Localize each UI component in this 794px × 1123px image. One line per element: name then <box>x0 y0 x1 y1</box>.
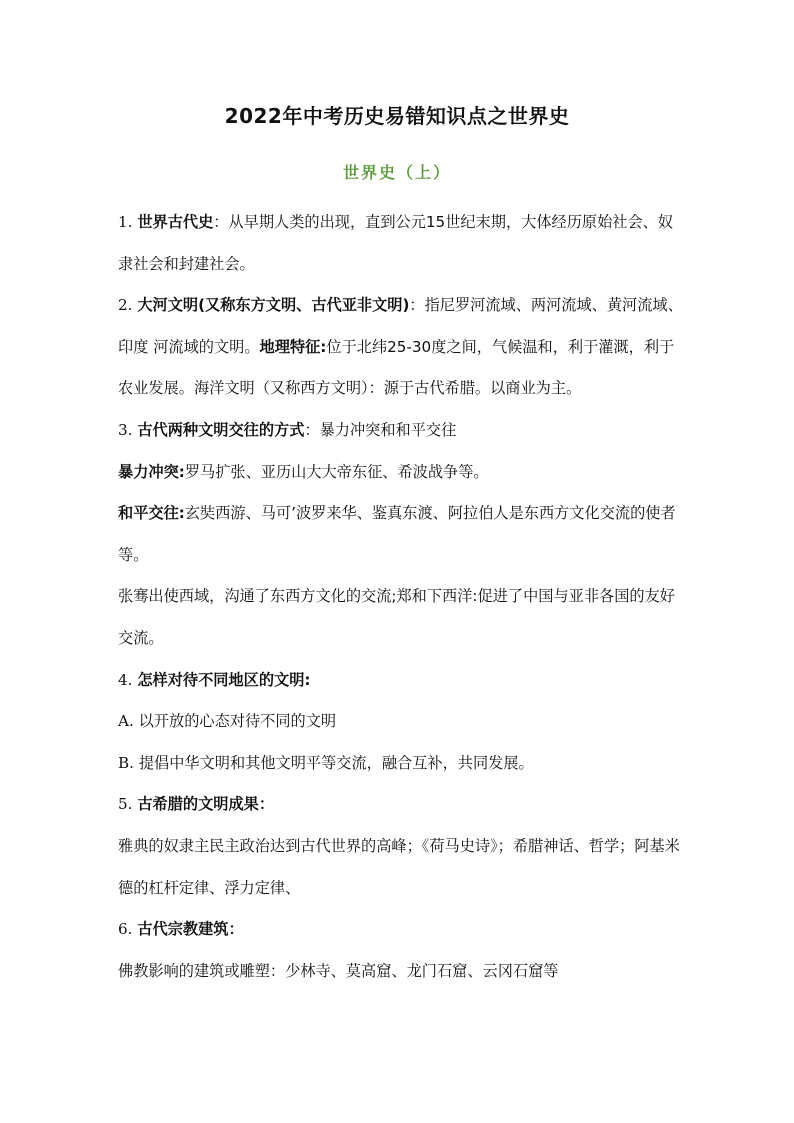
greek-achievements-text: 雅典的奴隶主民主政治达到古代世界的高峰；《荷马史诗》；希腊神话、哲学；阿基米德的杠杆定律、浮力定律、 <box>118 836 680 897</box>
item-heading: 古希腊的文明成果： <box>137 795 275 814</box>
item-3 <box>118 410 683 452</box>
geography-text: 位于北纬25-30度之间，气候温和，利于灌溉，利于农业发展。海洋文明（又称西方文明）：源于古代希腊。以商业为主。 <box>118 337 675 398</box>
option-a <box>118 701 683 743</box>
item-text: ：指尼罗河流域、两河流域、黄河流域、印度 河流域的文明。 <box>118 296 683 356</box>
item-heading: 怎样对待不同地区的文明: <box>137 670 311 689</box>
option-text: 提倡中华文明和其他文明平等交流，融合互补，共同发展。 <box>138 753 534 772</box>
item-2 <box>118 285 683 410</box>
item-number: 3. <box>118 420 133 439</box>
item-heading: 古代两种文明交往的方式 <box>137 420 305 439</box>
option-text: 以开放的心态对待不同的文明 <box>138 712 337 731</box>
violence-paragraph <box>118 452 683 494</box>
item-number: 1. <box>118 213 133 231</box>
option-b <box>118 743 683 785</box>
item-4 <box>118 660 683 702</box>
exchange-paragraph: 张骞出使西域，沟通了东西方文化的交流;郑和下西洋:促进了中国与亚非各国的友好交流。 <box>118 587 675 647</box>
item-number: 2. <box>118 296 133 315</box>
document-body <box>118 202 683 992</box>
peace-text: 玄奘西游、马可’波罗来华、鉴真东渡、阿拉伯人是东西方文化交流的使者等。 <box>118 504 676 564</box>
item-number: 6. <box>118 920 133 939</box>
option-label: A. <box>118 712 134 731</box>
violence-heading: 暴力冲突: <box>118 462 185 481</box>
item-1 <box>118 202 683 285</box>
document-title: 2022年中考历史易错知识点之世界史 <box>224 104 570 128</box>
item-text: ：从早期人类的出现，直到公元15世纪末期，大体经历原始社会、奴隶社会和封建社会。 <box>118 213 674 273</box>
item-5 <box>118 784 683 826</box>
peace-paragraph <box>118 493 683 576</box>
item-6 <box>118 909 683 951</box>
item-number: 4. <box>118 670 133 689</box>
item-heading: 世界古代史 <box>137 213 214 231</box>
section-subtitle: 世界史（上） <box>342 163 451 182</box>
geography-heading: 地理特征: <box>259 337 327 356</box>
religious-architecture-text: 佛教影响的建筑或雕塑：少林寺、莫高窟、龙门石窟、云冈石窟等 <box>118 961 559 980</box>
peace-heading: 和平交往: <box>118 504 185 523</box>
item-text: ：暴力冲突和和平交往 <box>304 420 457 439</box>
item-heading: 大河文明(又称东方文明、古代亚非文明) <box>137 296 410 315</box>
option-label: B. <box>118 753 134 772</box>
item-heading: 古代宗教建筑： <box>137 920 244 939</box>
item-number: 5. <box>118 795 133 814</box>
violence-text: 罗马扩张、亚历山大大帝东征、希波战争等。 <box>184 462 489 481</box>
